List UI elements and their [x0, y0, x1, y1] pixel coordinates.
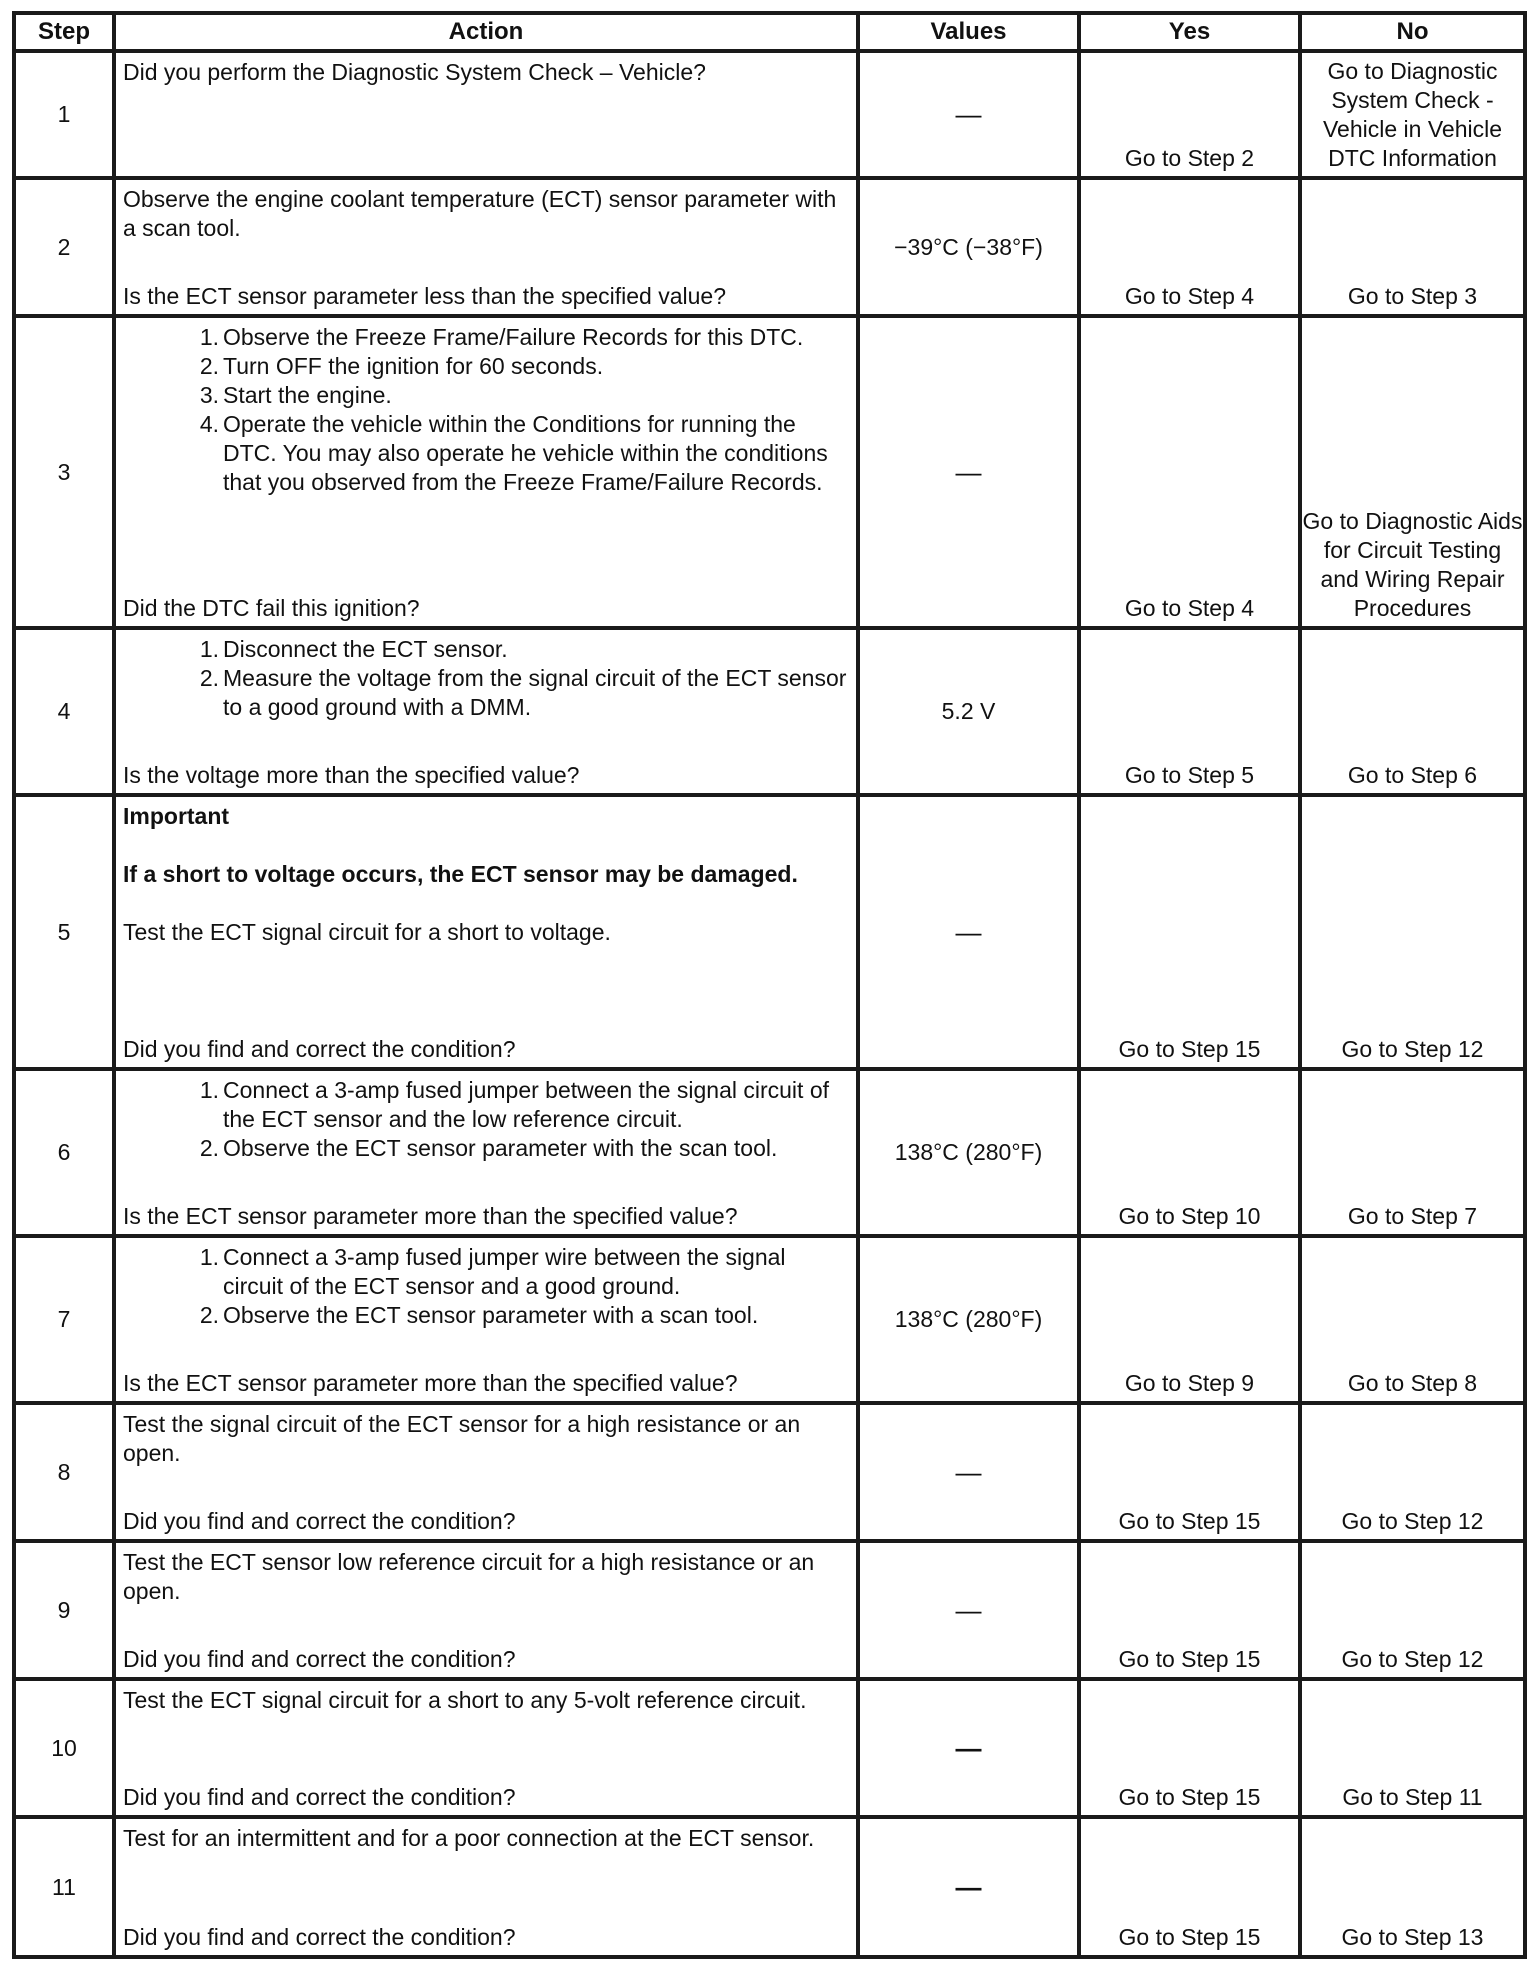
procedure-list	[123, 1243, 848, 1330]
value-cell: 5.2 V	[858, 628, 1079, 795]
no-cell: Go to Step 7	[1300, 1069, 1525, 1236]
value-cell: —	[858, 1403, 1079, 1541]
action-text: Test the signal circuit of the ECT sensor for a high resistance or an open.	[123, 1411, 801, 1466]
no-cell: Go to Step 12	[1300, 1541, 1525, 1679]
action-cell	[114, 1069, 858, 1236]
table-row	[14, 628, 1525, 795]
action-text: Test the ECT signal circuit for a short to voltage.	[123, 919, 611, 945]
step-number: 6	[14, 1069, 114, 1236]
value-cell: —	[858, 1679, 1079, 1817]
list-item: 1. Connect a 3-amp fused jumper between the signal circuit of the ECT sensor and the low reference circuit.	[199, 1077, 829, 1132]
header-values: Values	[858, 13, 1079, 51]
no-cell: Go to Step 12	[1300, 1403, 1525, 1541]
action-question: Is the ECT sensor parameter more than the specified value?	[123, 1370, 738, 1396]
action-text: Test the ECT signal circuit for a short to any 5-volt reference circuit.	[123, 1687, 807, 1713]
no-cell: Go to Step 12	[1300, 795, 1525, 1069]
step-number: 1	[14, 51, 114, 178]
action-text: Did you perform the Diagnostic System Check – Vehicle?	[123, 59, 706, 85]
step-number: 10	[14, 1679, 114, 1817]
list-item: 1. Disconnect the ECT sensor.	[199, 636, 508, 662]
procedure-list	[123, 323, 848, 497]
action-question: Is the ECT sensor parameter less than the specified value?	[123, 283, 727, 309]
action-cell	[114, 1541, 858, 1679]
value-cell: —	[858, 1541, 1079, 1679]
table-row	[14, 1541, 1525, 1679]
action-cell	[114, 1236, 858, 1403]
no-cell: Go to Diagnostic System Check - Vehicle in Vehicle DTC Information	[1300, 51, 1525, 178]
diagnostic-table	[12, 11, 1527, 1959]
action-cell	[114, 51, 858, 178]
step-number: 3	[14, 316, 114, 628]
no-cell: Go to Step 6	[1300, 628, 1525, 795]
action-text: Test for an intermittent and for a poor connection at the ECT sensor.	[123, 1825, 815, 1851]
value-cell: −39°C (−38°F)	[858, 178, 1079, 316]
action-cell	[114, 1817, 858, 1957]
value-cell: —	[858, 1817, 1079, 1957]
action-question: Did you find and correct the condition?	[123, 1924, 516, 1950]
step-number: 5	[14, 795, 114, 1069]
header-yes: Yes	[1079, 13, 1300, 51]
yes-cell: Go to Step 2	[1079, 51, 1300, 178]
action-text: Observe the engine coolant temperature (ECT) sensor parameter with a scan tool.	[123, 186, 837, 241]
table-row	[14, 1817, 1525, 1957]
table-row	[14, 1236, 1525, 1403]
action-cell	[114, 628, 858, 795]
important-label: Important	[123, 803, 230, 829]
yes-cell: Go to Step 15	[1079, 1679, 1300, 1817]
header-no: No	[1300, 13, 1525, 51]
action-question: Did you find and correct the condition?	[123, 1508, 516, 1534]
action-cell	[114, 1403, 858, 1541]
yes-cell: Go to Step 5	[1079, 628, 1300, 795]
table-row	[14, 178, 1525, 316]
value-cell: —	[858, 51, 1079, 178]
yes-cell: Go to Step 15	[1079, 1541, 1300, 1679]
header-action: Action	[114, 13, 858, 51]
action-question: Did you find and correct the condition?	[123, 1784, 516, 1810]
table-row	[14, 795, 1525, 1069]
table-row	[14, 1403, 1525, 1541]
action-question: Did the DTC fail this ignition?	[123, 595, 420, 621]
value-cell: 138°C (280°F)	[858, 1069, 1079, 1236]
value-cell: —	[858, 316, 1079, 628]
list-item: 3. Start the engine.	[199, 382, 392, 408]
procedure-list	[123, 1076, 848, 1163]
yes-cell: Go to Step 15	[1079, 1403, 1300, 1541]
list-item: 2. Observe the ECT sensor parameter with a scan tool.	[199, 1302, 759, 1328]
no-cell: Go to Step 11	[1300, 1679, 1525, 1817]
list-item: 2. Turn OFF the ignition for 60 seconds.	[199, 353, 604, 379]
list-item: 1. Connect a 3-amp fused jumper wire between the signal circuit of the ECT sensor and a good ground.	[199, 1244, 786, 1299]
yes-cell: Go to Step 4	[1079, 178, 1300, 316]
action-cell	[114, 316, 858, 628]
yes-cell: Go to Step 15	[1079, 1817, 1300, 1957]
no-cell: Go to Step 8	[1300, 1236, 1525, 1403]
header-step: Step	[14, 13, 114, 51]
step-number: 4	[14, 628, 114, 795]
action-question: Did you find and correct the condition?	[123, 1036, 516, 1062]
table-row	[14, 1069, 1525, 1236]
action-question: Is the ECT sensor parameter more than the specified value?	[123, 1203, 738, 1229]
list-item: 2. Measure the voltage from the signal circuit of the ECT sensor to a good ground with a DMM.	[199, 665, 847, 720]
no-cell: Go to Diagnostic Aids for Circuit Testing and Wiring Repair Procedures	[1300, 316, 1525, 628]
action-question: Is the voltage more than the specified value?	[123, 762, 580, 788]
no-cell: Go to Step 13	[1300, 1817, 1525, 1957]
list-item: 2. Observe the ECT sensor parameter with the scan tool.	[199, 1135, 778, 1161]
warning-text: If a short to voltage occurs, the ECT sensor may be damaged.	[123, 861, 798, 887]
action-question: Did you find and correct the condition?	[123, 1646, 516, 1672]
action-cell	[114, 795, 858, 1069]
value-cell: 138°C (280°F)	[858, 1236, 1079, 1403]
yes-cell: Go to Step 9	[1079, 1236, 1300, 1403]
step-number: 2	[14, 178, 114, 316]
header-row	[14, 13, 1525, 51]
step-number: 11	[14, 1817, 114, 1957]
list-item: 1. Observe the Freeze Frame/Failure Records for this DTC.	[199, 324, 804, 350]
step-number: 9	[14, 1541, 114, 1679]
action-text: Test the ECT sensor low reference circuit for a high resistance or an open.	[123, 1549, 815, 1604]
yes-cell: Go to Step 15	[1079, 795, 1300, 1069]
step-number: 7	[14, 1236, 114, 1403]
list-item: 4. Operate the vehicle within the Conditions for running the DTC. You may also operate he vehicle within the conditions that you observed from the Freeze Frame/Failure Records.	[199, 411, 828, 495]
table-row	[14, 316, 1525, 628]
action-cell	[114, 1679, 858, 1817]
procedure-list	[123, 635, 848, 722]
yes-cell: Go to Step 10	[1079, 1069, 1300, 1236]
action-cell	[114, 178, 858, 316]
table-row	[14, 51, 1525, 178]
no-cell: Go to Step 3	[1300, 178, 1525, 316]
yes-cell: Go to Step 4	[1079, 316, 1300, 628]
step-number: 8	[14, 1403, 114, 1541]
table-row	[14, 1679, 1525, 1817]
value-cell: —	[858, 795, 1079, 1069]
